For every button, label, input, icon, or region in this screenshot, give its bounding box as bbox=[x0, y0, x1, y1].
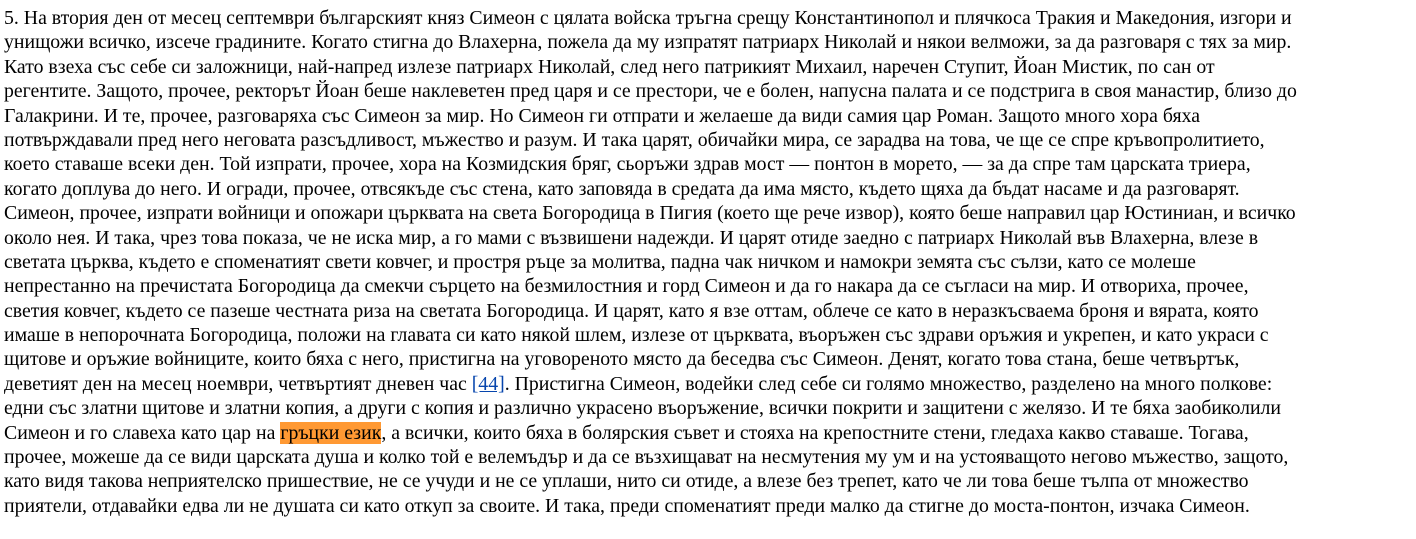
text-line bbox=[4, 372, 1414, 396]
text-line: регентите. Защото, прочее, ректорът Йоан беше наклеветен пред царя и се престори, че е болен, напусна палата и се подстрига в своя манастир, близо до bbox=[4, 80, 1297, 103]
text-line bbox=[4, 421, 1414, 445]
clipped-text-line bbox=[4, 532, 1404, 539]
text-line: около нея. И така, чрез това показа, че не иска мир, а го мами с възвишени надежди. И царят отиде заедно с патриарх Николай във Влахерна, влезе в bbox=[4, 226, 1259, 249]
text-line: като видя такова неприятелско пришествие, не се учуди и не се уплаши, нито си отиде, а влезе без трепет, като че ли това беше тълпа от множество bbox=[4, 470, 1249, 493]
text-segment: Симеон и го славеха като цар на bbox=[4, 421, 281, 444]
search-highlight: гръцки език bbox=[280, 421, 382, 444]
text-line: щитове и оръжие войниците, които бяха с него, пристигна на уговореното място да беседва със Симеон. Денят, когато това стана, беше четвъртък, bbox=[4, 348, 1240, 371]
text-segment: . Пристигна Симеон, водейки след себе си голямо множество, разделено на много полкове: bbox=[504, 372, 1273, 395]
text-line: Галакрини. И те, прочее, разговаряха със Симеон за мир. Но Симеон ги отпрати и желаеше да види самия цар Роман. Защото много хора бяха bbox=[4, 104, 1200, 127]
text-line: Като взеха със себе си заложници, най-напред излезе патриарх Николай, след него патрикият Михаил, наречен Ступит, Йоан Мистик, по сан от bbox=[4, 55, 1215, 78]
text-line: едни със златни щитове и златни копия, а други с копия и различно украсено въоръжение, всички покрити и защитени с желязо. И те бяха заобиколили bbox=[4, 397, 1282, 420]
text-line: светия ковчег, където се пазеше честната риза на светата Богородица. И царят, като я взе оттам, облече се като в неразкъсваема броня и вярата, която bbox=[4, 299, 1259, 322]
text-line: което ставаше всеки ден. Той изпрати, прочее, хора на Козмидския бряг, сьоръжи здрав мост — понтон в морето, — за да спре там царската триера, bbox=[4, 153, 1251, 176]
text-segment: , а всички, които бяха в болярския съвет и стояха на крепостните стени, гледаха какво ставаше. Тогава, bbox=[381, 421, 1249, 444]
text-line: Симеон, прочее, изпрати войници и опожари църквата на света Богородица в Пигия (което ще рече извор), която беше направил цар Юстиниан, и всичко bbox=[4, 202, 1296, 225]
text-line: унищожи всичко, изсече градините. Когато стигна до Влахерна, пожела да му изпратят патриарх Николай и някои велможи, за да разговаря с тях за мир. bbox=[4, 31, 1292, 54]
document-body bbox=[4, 6, 1414, 518]
text-line: приятели, отдавайки едва ли не душата си като откуп за своите. И така, преди споменатият преди малко да стигне до моста-понтон, изчака Симеон. bbox=[4, 494, 1250, 517]
text-line: светата църква, където е споменатият свети ковчег, и простря ръце за молитва, падна чак ничком и намокри земята със сълзи, като се молеше bbox=[4, 250, 1196, 273]
text-segment: деветият ден на месец ноември, четвъртият дневен час bbox=[4, 372, 472, 395]
footnote-link-44[interactable]: [44] bbox=[471, 372, 505, 395]
text-line: имаше в непорочната Богородица, положи на главата си като някой шлем, излезе от църквата, въоръжен със здрави оръжия и укрепен, и като украси с bbox=[4, 324, 1269, 347]
text-line: прочее, можеше да се види царската душа и колко той е велемъдър и да се възхищават на несмутения му ум и на устояващото негово мъжество, защото, bbox=[4, 446, 1289, 469]
text-line: 5. На втория ден от месец септември българският княз Симеон с цялата войска тръгна срещу Константинопол и плячкоса Тракия и Македония, изгори и bbox=[4, 7, 1292, 29]
text-line: непрестанно на пречистата Богородица да смекчи сърцето на безмилостния и горд Симеон и да го накара да се съгласи на мир. И отвориха, прочее, bbox=[4, 275, 1249, 298]
text-line: когато доплува до него. И огради, прочее, отвсякъде със стена, като заповяда в средата да има място, където щяха да бъдат насаме и да разговарят. bbox=[4, 177, 1240, 200]
text-line: потвърждавали пред него неговата разсъдливост, мъжество и разум. И така царят, обичайки мира, се зарадва на това, че ще се спре кръвопролитието, bbox=[4, 128, 1265, 151]
